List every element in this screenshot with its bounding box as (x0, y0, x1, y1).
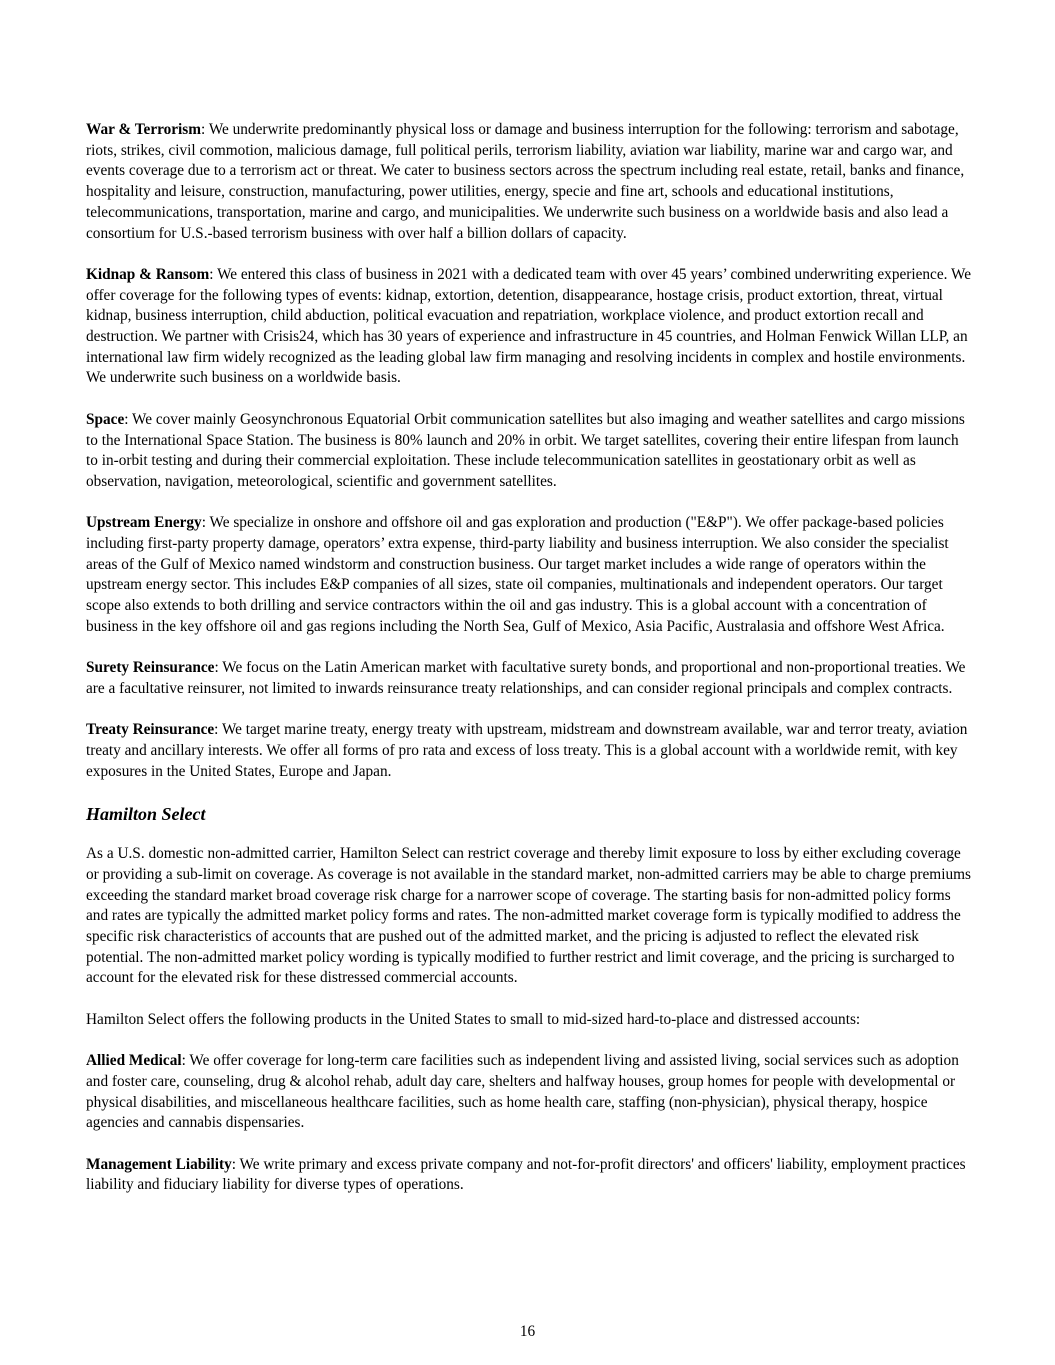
document-page (86, 120, 974, 1217)
management-liability-heading: Management Liability (86, 1155, 232, 1173)
hamilton-select-heading: Hamilton Select (86, 804, 206, 825)
management-liability-paragraph (86, 1155, 974, 1196)
space-heading: Space (86, 410, 125, 428)
war-terrorism-text: : We underwrite predominantly physical loss or damage and business interruption for the following: terrorism and sabotage, riots, strikes, civil commotion, malicious damage, full political perils, terrorism liability, aviation war liability, marine war and cargo war, and events coverage due to a terrorism act or threat. We cater to business sectors across the spectrum including real estate, retail, banks and finance, hospitality and leisure, construction, manufacturing, power utilities, energy, specie and fine art, schools and educational institutions, telecommunications, transportation, marine and cargo, and municipalities. We underwrite such business on a worldwide basis and also lead a consortium for U.S.-based terrorism business with over half a billion dollars of capacity. (86, 121, 965, 242)
treaty-reinsurance-paragraph (86, 720, 974, 782)
war-terrorism-heading: War & Terrorism (86, 121, 202, 138)
management-liability-text: : We write primary and excess private company and not-for-profit directors' and officers' liability, employment practices liability and fiduciary liability for diverse types of operations. (86, 1155, 966, 1194)
surety-reinsurance-text: : We focus on the Latin American market with facultative surety bonds, and proportional and non-proportional treaties. We are a facultative reinsurer, not limited to inwards reinsurance treaty relationships, and can consider regional principals and complex contracts. (86, 659, 966, 697)
kidnap-ransom-heading: Kidnap & Ransom (86, 265, 210, 283)
treaty-reinsurance-heading: Treaty Reinsurance (86, 721, 215, 739)
war-terrorism-paragraph (86, 120, 974, 244)
upstream-energy-paragraph (86, 513, 974, 637)
allied-medical-paragraph (86, 1051, 974, 1134)
hamilton-select-intro: As a U.S. domestic non-admitted carrier, Hamilton Select can restrict coverage and thereby limit exposure to loss by either excluding coverage or providing a sub-limit on coverage. As coverage is not available in the standard market, non-admitted carriers may be able to charge premiums exceeding the standard market broad coverage risk charge for a narrower scope of coverage. The starting basis for non-admitted policy forms and rates are typically the admitted market policy forms and rates. The non-admitted market coverage form is typically modified to address the specific risk characteristics of accounts that are pushed out of the admitted market, and the pricing is adjusted to reflect the elevated risk potential. The non-admitted market policy wording is typically modified to further restrict and limit coverage, and the pricing is surcharged to account for the elevated risk for these distressed commercial accounts. (86, 845, 971, 987)
page-number: 16 (519, 1323, 536, 1340)
surety-reinsurance-paragraph (86, 658, 974, 699)
allied-medical-heading: Allied Medical (86, 1052, 182, 1070)
hamilton-select-products-intro: Hamilton Select offers the following products in the United States to small to mid-sized hard-to-place and distressed accounts: (86, 1010, 861, 1028)
treaty-reinsurance-text: : We target marine treaty, energy treaty with upstream, midstream and downstream available, war and terror treaty, aviation treaty and ancillary interests. We offer all forms of pro rata and excess of loss treaty. This is a global account with a worldwide remit, with key exposures in the United States, Europe and Japan. (86, 721, 968, 780)
space-text: : We cover mainly Geosynchronous Equatorial Orbit communication satellites but also imaging and weather satellites and cargo missions to the International Space Station. The business is 80% launch and 20% in orbit. We target satellites, covering their entire lifespan from launch to in-orbit testing and during their commercial exploitation. These include telecommunication satellites in geostationary orbit as well as observation, navigation, meteorological, scientific and government satellites. (86, 410, 965, 490)
kidnap-ransom-text: : We entered this class of business in 2021 with a dedicated team with over 45 years’ combined underwriting experience. We offer coverage for the following types of events: kidnap, extortion, detention, disappearance, hostage crisis, product extortion, threat, virtual kidnap, business interruption, child abduction, political evacuation and repatriation, workplace violence, and product extortion recall and destruction. We partner with Crisis24, which has 30 years of experience and infrastructure in 45 countries, and Holman Fenwick Willan LLP, an international law firm widely recognized as the leading global law firm managing and resolving incidents in complex and hostile environments. We underwrite such business on a worldwide basis. (86, 265, 971, 387)
upstream-energy-text: : We specialize in onshore and offshore oil and gas exploration and production ("E&P"). We offer package-based policies including first-party property damage, operators’ extra expense, third-party liability and business interruption. We also consider the specialist areas of the Gulf of Mexico named windstorm and construction business. Our target market includes a wide range of operators within the upstream energy sector. This includes E&P companies of all sizes, state oil companies, multinationals and independent operators. Our target scope also extends to both drilling and service contractors within the oil and gas industry. This is a global account with a concentration of business in the key offshore oil and gas regions including the North Sea, Gulf of Mexico, Asia Pacific, Australasia and offshore West Africa. (86, 514, 949, 635)
allied-medical-text: : We offer coverage for long-term care facilities such as independent living and assisted living, social services such as adoption and foster care, counseling, drug & alcohol rehab, adult day care, shelters and halfway houses, group homes for people with developmental or physical disabilities, and miscellaneous healthcare facilities, such as home health care, staffing (non-physician), physical therapy, hospice agencies and cannabis dispensaries. (86, 1052, 959, 1132)
surety-reinsurance-heading: Surety Reinsurance (86, 659, 215, 677)
space-paragraph (86, 410, 974, 493)
upstream-energy-heading: Upstream Energy (86, 514, 202, 532)
kidnap-ransom-paragraph (86, 265, 974, 389)
